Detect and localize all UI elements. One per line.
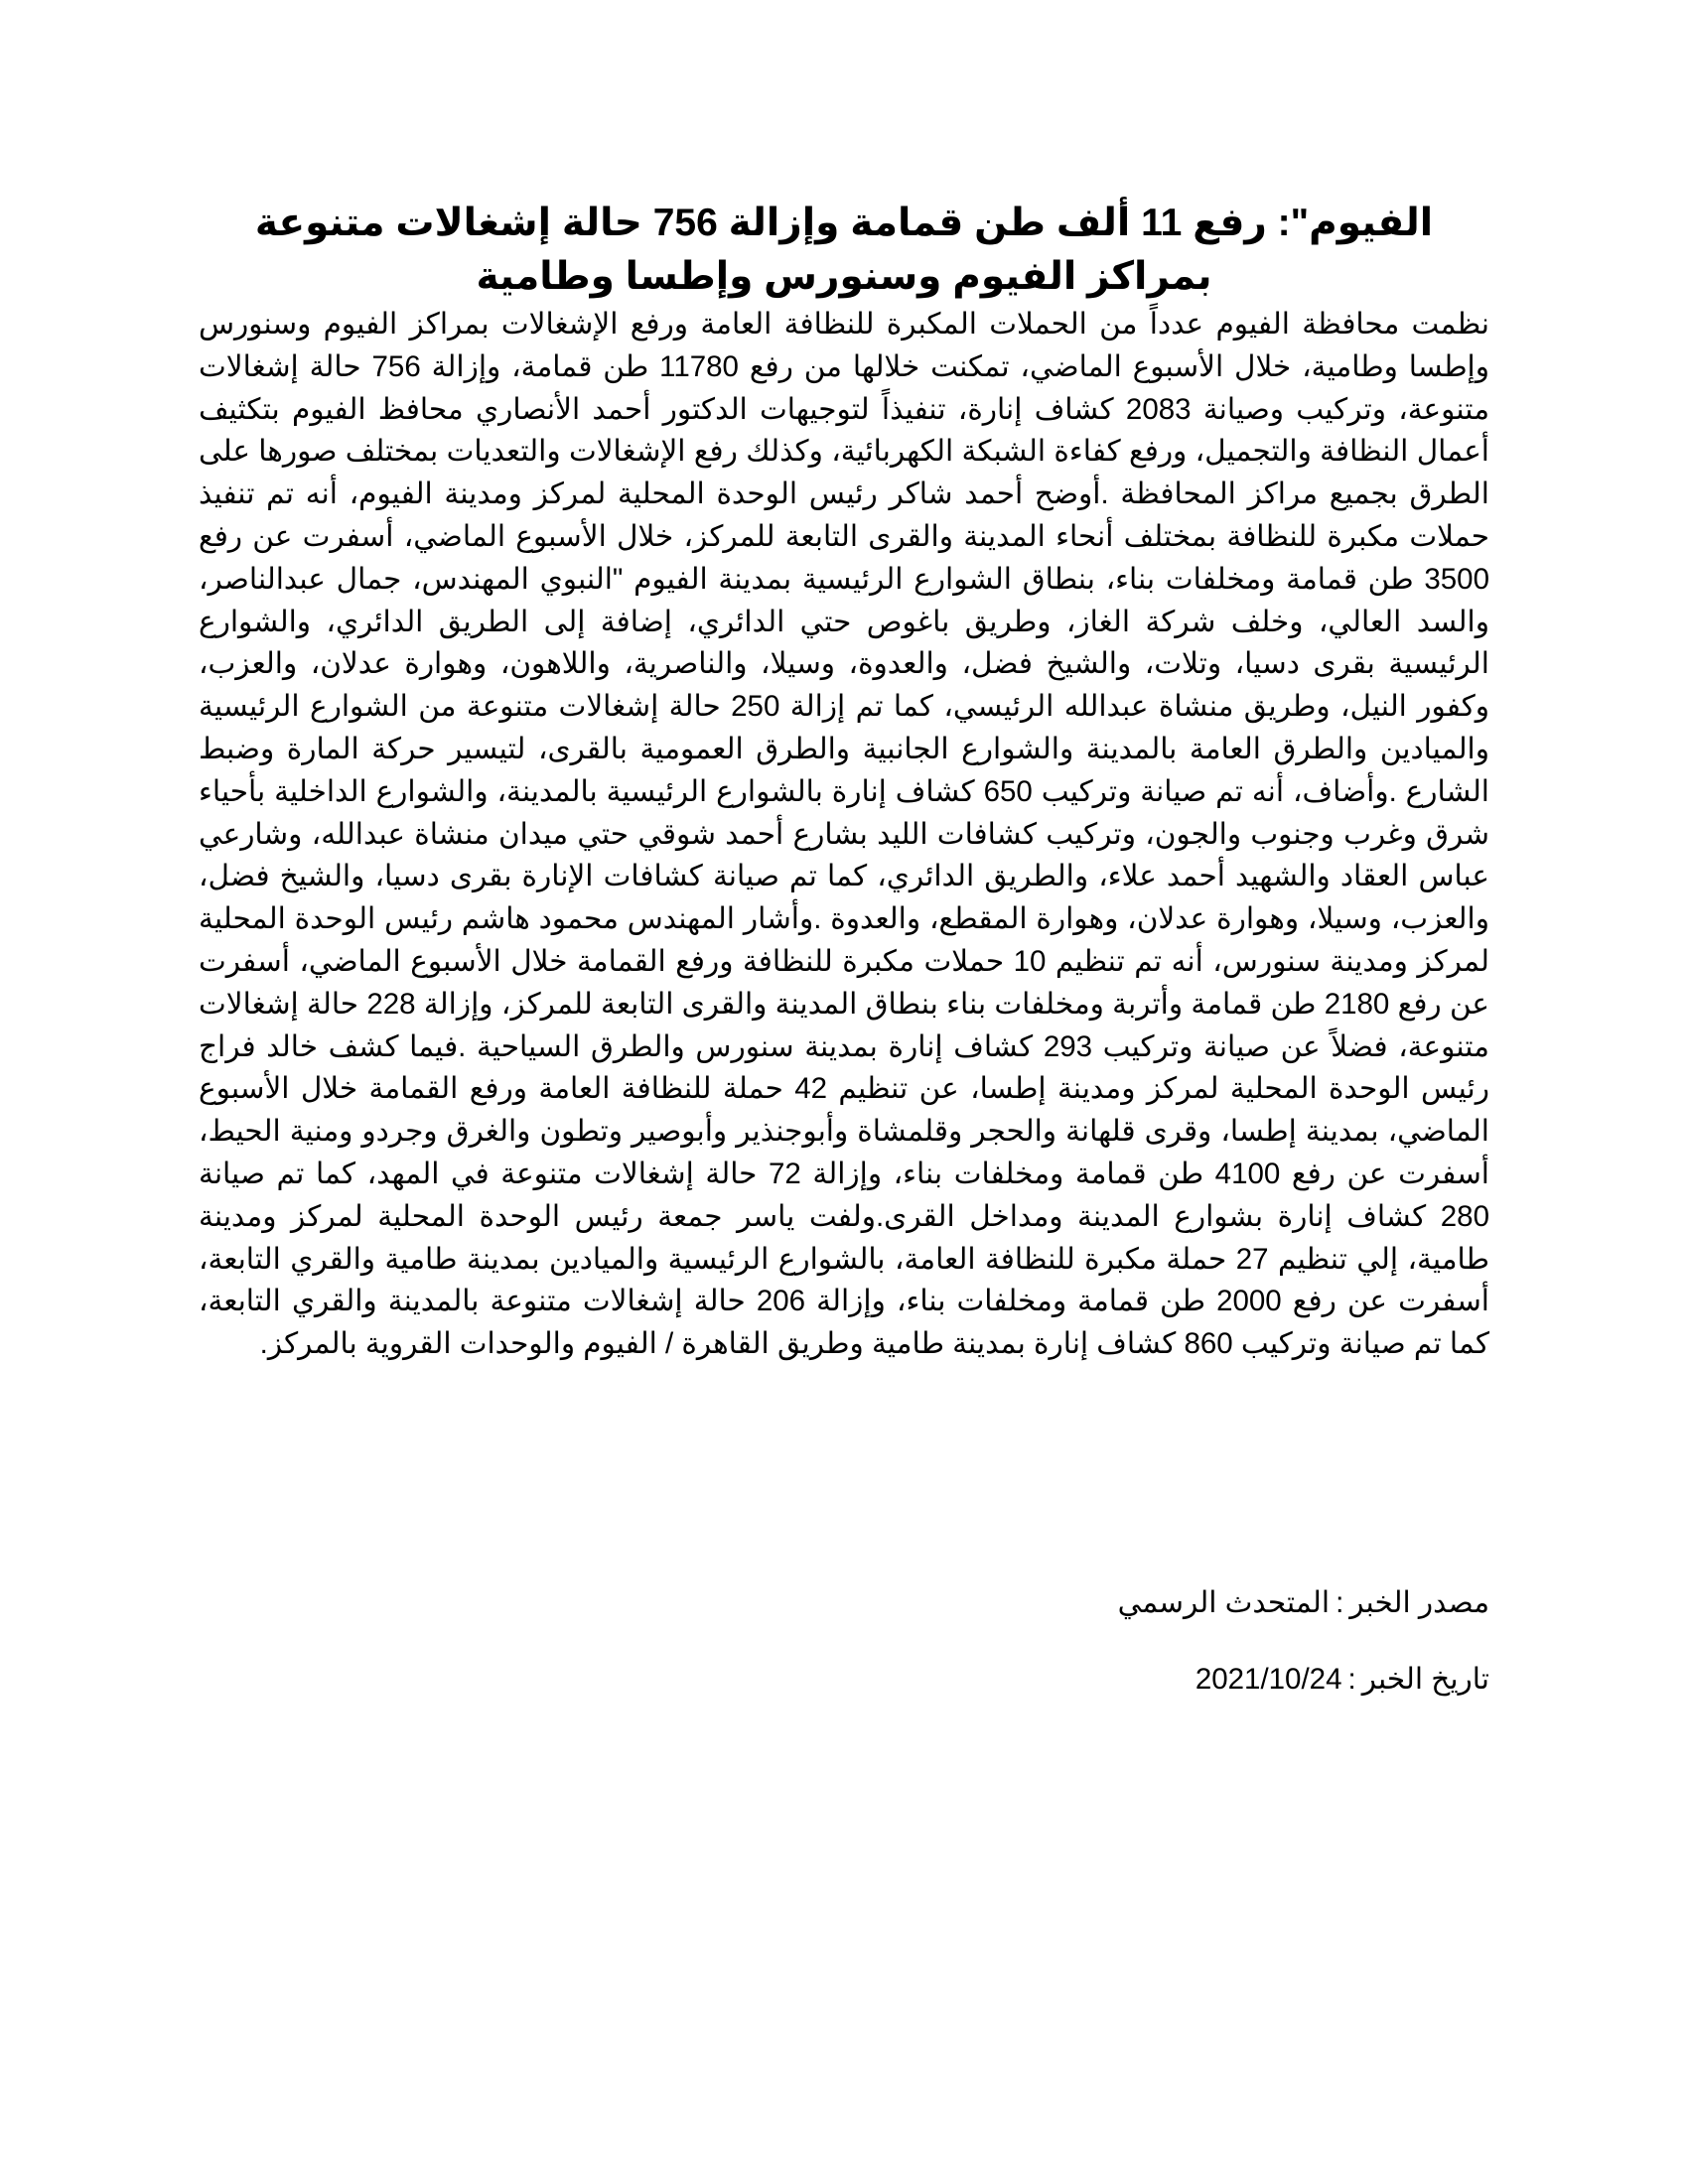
article-body: نظمت محافظة الفيوم عدداً من الحملات المكبرة للنظافة العامة ورفع الإشغالات بمراكز الفيوم وسنورس وإطسا وطامية، خلال الأسبوع الماضي، تمكنت خلالها من رفع 11780 طن قمامة، وإزالة 756 حالة إشغالات متنوعة، وتركيب وصيانة 2083 كشاف إنارة، تنفيذاً لتوجيهات الدكتور أحمد الأنصاري محافظ الفيوم بتكثيف أعمال النظافة والتجميل، ورفع كفاءة الشبكة الكهربائية، وكذلك رفع الإشغالات والتعديات بمختلف صورها على الطرق بجميع مراكز المحافظة .أوضح أحمد شاكر رئيس الوحدة المحلية لمركز ومدينة الفيوم، أنه تم تنفيذ حملات مكبرة للنظافة بمختلف أنحاء المدينة والقرى التابعة للمركز، خلال الأسبوع الماضي، أسفرت عن رفع 3500 طن قمامة ومخلفات بناء، بنطاق الشوارع الرئيسية بمدينة الفيوم "النبوي المهندس، جمال عبدالناصر، والسد العالي، وخلف شركة الغاز، وطريق باغوص حتي الدائري، إضافة إلى الطريق الدائري، والشوارع الرئيسية بقرى دسيا، وتلات، والشيخ فضل، والعدوة، وسيلا، والناصرية، واللاهون، وهوارة عدلان، والعزب، وكفور النيل، وطريق منشاة عبدالله الرئيسي، كما تم إزالة 250 حالة إشغالات متنوعة من الشوارع الرئيسية والميادين والطرق العامة بالمدينة والشوارع الجانبية والطرق العمومية بالقرى، لتيسير حركة المارة وضبط الشارع .وأضاف، أنه تم صيانة وتركيب 650 كشاف إنارة بالشوارع الرئيسية بالمدينة، والشوارع الداخلية بأحياء شرق وغرب وجنوب والجون، وتركيب كشافات الليد بشارع أحمد شوقي حتي ميدان منشاة عبدالله، وشارعي عباس العقاد والشهيد أحمد علاء، والطريق الدائري، كما تم صيانة كشافات الإنارة بقرى دسيا، والشيخ فضل، والعزب، وسيلا، وهوارة عدلان، وهوارة المقطع، والعدوة .وأشار المهندس محمود هاشم رئيس الوحدة المحلية لمركز ومدينة سنورس، أنه تم تنظيم 10 حملات مكبرة للنظافة ورفع القمامة خلال الأسبوع الماضي، أسفرت عن رفع 2180 طن قمامة وأتربة ومخلفات بناء بنطاق المدينة والقرى التابعة للمركز، وإزالة 228 حالة إشغالات متنوعة، فضلاً عن صيانة وتركيب 293 كشاف إنارة بمدينة سنورس والطرق السياحية .فيما كشف خالد فراج رئيس الوحدة المحلية لمركز ومدينة إطسا، عن تنظيم 42 حملة للنظافة العامة ورفع القمامة خلال الأسبوع الماضي، بمدينة إطسا، وقرى قلهانة والحجر وقلمشاة وأبوجنذير وأبوصير وتطون والغرق وجردو ومنية الحيط، أسفرت عن رفع 4100 طن قمامة ومخلفات بناء، وإزالة 72 حالة إشغالات متنوعة في المهد، كما تم صيانة 280 كشاف إنارة بشوارع المدينة ومداخل القرى.ولفت ياسر جمعة رئيس الوحدة المحلية لمركز ومدينة طامية، إلي تنظيم 27 حملة مكبرة للنظافة العامة، بالشوارع الرئيسية والميادين بمدينة طامية والقري التابعة، أسفرت عن رفع 2000 طن قمامة ومخلفات بناء، وإزالة 206 حالة إشغالات متنوعة بالمدينة والقري التابعة، كما تم صيانة وتركيب 860 كشاف إنارة بمدينة طامية وطريق القاهرة / الفيوم والوحدات القروية بالمركز. [199, 308, 1490, 1361]
article-title: الفيوم": رفع 11 ألف طن قمامة وإزالة 756 حالة إشغالات متنوعة بمراكز الفيوم وسنورس وإطسا وطامية [254, 202, 1434, 298]
news-date-label: تاريخ الخبر [1361, 1663, 1489, 1696]
news-source-value: المتحدث الرسمي [1117, 1586, 1331, 1619]
news-source-label: مصدر الخبر [1349, 1586, 1489, 1619]
news-source-line: مصدر الخبر:المتحدث الرسمي [1117, 1586, 1489, 1619]
article [199, 197, 1489, 1366]
news-date-line: تاريخ الخبر:2021/10/24 [1195, 1663, 1489, 1696]
news-date-value: 2021/10/24 [1195, 1663, 1342, 1696]
